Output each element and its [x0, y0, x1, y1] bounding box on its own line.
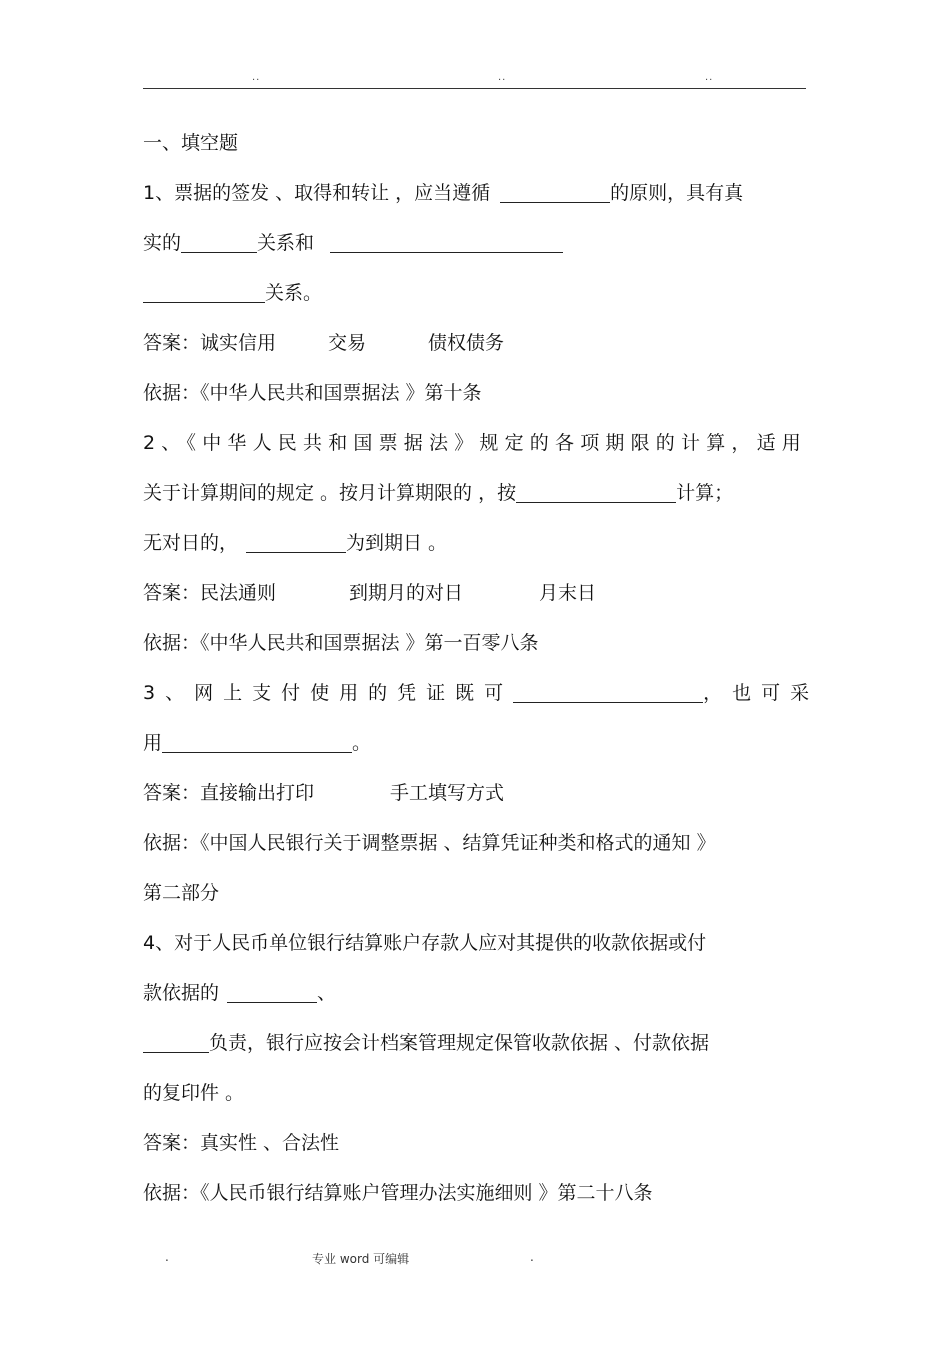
q1-blank-2 — [181, 232, 257, 253]
basis-value: 《人民币银行结算账户管理办法实施细则 》第二十八条 — [200, 1182, 653, 1204]
q4-text: 4、对于人民币单位银行结算账户存款人应对其提供的收款依据或付 — [143, 932, 707, 954]
q2-blank-1 — [516, 482, 676, 503]
q1-line-2 — [143, 218, 806, 268]
answer-value: 月末日 — [539, 582, 597, 604]
q4-line-4 — [143, 1068, 806, 1118]
answer-label: 答案： — [143, 782, 201, 804]
q1-answer — [143, 318, 806, 368]
basis-label: 依据： — [143, 1182, 201, 1204]
q1-basis — [143, 368, 806, 418]
q1-blank-4 — [143, 282, 265, 303]
answer-value: 交易 — [328, 332, 367, 354]
header-dots-mid: .. — [498, 72, 507, 83]
answer-value: 直接输出打印 — [200, 782, 315, 804]
basis-value: 第二部分 — [143, 882, 220, 904]
q1-line-3 — [143, 268, 806, 318]
answer-value: 债权债务 — [428, 332, 505, 354]
footer-text: 专业 word 可编辑 — [312, 1252, 410, 1266]
q4-blank-1 — [227, 982, 317, 1003]
q2-text: 2、《中华人民共和国票据法》规定的各项期限的计算，适用 — [143, 432, 807, 454]
answer-label: 答案： — [143, 332, 201, 354]
header-rule — [143, 88, 806, 89]
q3-blank-1 — [513, 682, 703, 703]
q4-line-3 — [143, 1018, 806, 1068]
q1-text: 关系和 — [257, 232, 315, 254]
q3-line-2 — [143, 718, 806, 768]
q3-text: ，也可采 — [703, 682, 820, 704]
q1-blank-1 — [500, 182, 610, 203]
q3-text: 3、网上支付使用的凭证既可 — [143, 682, 514, 704]
answer-value: 手工填写方式 — [390, 782, 505, 804]
section-title: 一、填空题 — [143, 132, 239, 154]
basis-value: 《中华人民共和国票据法 》第一百零八条 — [200, 632, 539, 654]
header-dots-right: .. — [705, 72, 714, 83]
q2-text: 计算； — [676, 482, 734, 504]
header-dots-left: .. — [252, 72, 261, 83]
q4-basis — [143, 1168, 806, 1218]
q2-text: 关于计算期间的规定 。按月计算期限的 ，按 — [143, 482, 517, 504]
q4-text: 的复印件 。 — [143, 1082, 245, 1104]
q4-answer — [143, 1118, 806, 1168]
q2-basis — [143, 618, 806, 668]
q1-text: 关系。 — [265, 282, 323, 304]
q2-line-2 — [143, 468, 806, 518]
answer-label: 答案： — [143, 1132, 201, 1154]
q3-basis — [143, 818, 806, 868]
answer-value: 到期月的对日 — [349, 582, 464, 604]
answer-label: 答案： — [143, 582, 201, 604]
q3-blank-2 — [162, 732, 352, 753]
q1-blank-3 — [330, 232, 563, 253]
q1-text: 实的 — [143, 232, 182, 254]
basis-label: 依据： — [143, 632, 201, 654]
q2-line-1 — [143, 418, 806, 468]
q3-answer — [143, 768, 806, 818]
document-body — [143, 118, 820, 1218]
basis-label: 依据： — [143, 832, 201, 854]
q1-line-1 — [143, 168, 806, 218]
answer-value: 诚实信用 — [200, 332, 277, 354]
q1-text: 的原则，具有真 — [610, 182, 744, 204]
q4-text: 负责，银行应按会计档案管理规定保管收款依据 、付款依据 — [209, 1032, 710, 1054]
q4-line-2 — [143, 968, 806, 1018]
q4-line-1 — [143, 918, 806, 968]
q3-text: 。 — [352, 732, 372, 754]
basis-value: 《中国人民银行关于调整票据 、结算凭证种类和格式的通知 》 — [200, 832, 716, 854]
q3-line-1 — [143, 668, 820, 718]
q2-text: 无对日的， — [143, 532, 239, 554]
footer-dot-right: . — [530, 1250, 534, 1264]
q2-answer — [143, 568, 806, 618]
q2-blank-2 — [246, 532, 346, 553]
q4-blank-2 — [143, 1032, 209, 1053]
basis-label: 依据： — [143, 382, 201, 404]
answer-value: 真实性 、合法性 — [200, 1132, 340, 1154]
q3-text: 用 — [143, 732, 163, 754]
q1-text: 1、票据的签发 、取得和转让 ，应当遵循 — [143, 182, 491, 204]
footer-dot-left: . — [165, 1250, 169, 1264]
basis-value: 《中华人民共和国票据法 》第十条 — [200, 382, 482, 404]
q4-text: 款依据的 — [143, 982, 220, 1004]
q3-basis-cont — [143, 868, 806, 918]
q2-text: 为到期日 。 — [346, 532, 448, 554]
q2-line-3 — [143, 518, 806, 568]
answer-value: 民法通则 — [200, 582, 277, 604]
q4-text: 、 — [317, 982, 337, 1004]
